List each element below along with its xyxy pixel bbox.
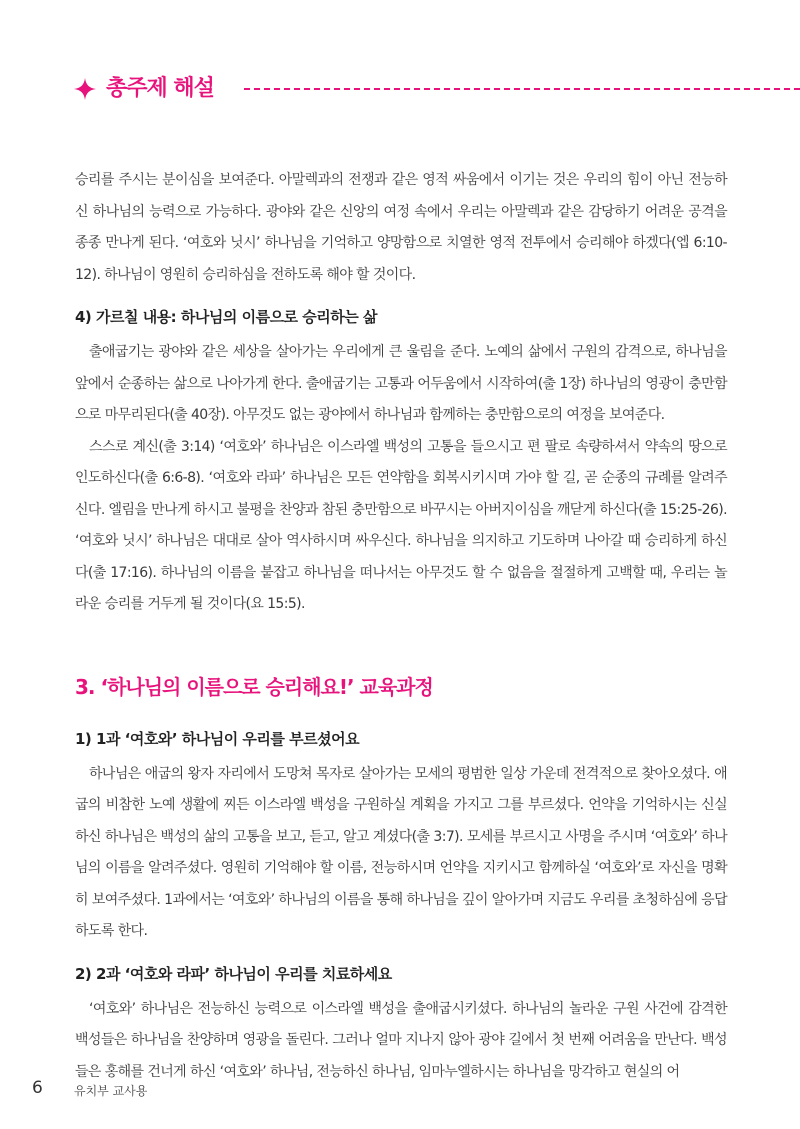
section4-paragraph-1: 출애굽기는 광야와 같은 세상을 살아가는 우리에게 큰 울림을 준다. 노예의 삶에서 구원의 감격으로, 하나님을 앞에서 순종하는 삶으로 나아가게 한다. 출애굽기는 고통과 어두움에서 시작하여(출 1장) 하나님의 영광이 충만함으로 마무리된다(출 40장). 아무것도 없는 광야에서 하나님과 함께하는 충만함으로의 여정을 보여준다. <box>75 344 727 423</box>
lesson2-paragraph: ‘여호와’ 하나님은 전능하신 능력으로 이스라엘 백성을 출애굽시키셨다. 하나님의 놀라운 구원 사건에 감격한 백성들은 하나님을 찬양하며 영광을 돌린다. 그러나 얼마 지나지 않아 광야 길에서 첫 번째 어려움을 만난다. 백성들은 홍해를 건너게 하신 ‘여호와’ 하나님, 전능하신 하나님, 임마누엘하시는 하나님을 망각하고 현실의 어 <box>75 1000 727 1080</box>
page-footer <box>32 1078 332 1108</box>
section4-paragraph-2: 스스로 계신(출 3:14) ‘여호와’ 하나님은 이스라엘 백성의 고통을 들으시고 편 팔로 속량하셔서 약속의 땅으로 인도하신다(출 6:6-8). ‘여호와 라파’ 하나님은 모든 연약함을 회복시키시며 가야 할 길, 곧 순종의 규례를 알려주신다. 엘림을 만나게 하시고 불평을 찬양과 참된 충만함으로 바꾸시는 아버지이심을 깨닫게 하신다(출 15:25-26). ‘여호와 닛시’ 하나님은 대대로 살아 역사하시며 싸우신다. 하나님을 의지하고 기도하며 나아갈 때 승리하게 하신다(출 17:16). 하나님의 이름을 붙잡고 하나님을 떠나서는 아무것도 할 수 없음을 절절하게 고백할 때, 우리는 놀라운 승리를 거두게 될 것이다(요 15:5). <box>75 438 727 612</box>
lesson2-heading: 2) 2과 ‘여호와 라파’ 하나님이 우리를 치료하세요 <box>75 964 392 983</box>
footer-label: 유치부 교사용 <box>74 1084 148 1098</box>
section4-heading: 4) 가르칠 내용: 하나님의 이름으로 승리하는 삶 <box>75 308 377 326</box>
main-content <box>75 165 727 1088</box>
page-number: 6 <box>32 1078 43 1098</box>
intro-paragraph: 승리를 주시는 분이심을 보여준다. 아말렉과의 전쟁과 같은 영적 싸움에서 이기는 것은 우리의 힘이 아닌 전능하신 하나님의 능력으로 가능하다. 광야와 같은 신앙의 여정 속에서 우리는 아말렉과 같은 감당하기 어려운 공격을 종종 만나게 된다. ‘여호와 닛시’ 하나님을 기억하고 양망함으로 치열한 영적 전투에서 승리해야 하겠다(엡 6:10-12). 하나님이 영원히 승리하심을 전하도록 해야 할 것이다. <box>75 172 727 283</box>
four-point-star-icon <box>74 78 96 100</box>
header-title: 총주제 해설 <box>106 76 214 101</box>
lesson1-heading: 1) 1과 ‘여호와’ 하나님이 우리를 부르셨어요 <box>75 729 360 748</box>
header-dashed-line <box>244 88 800 90</box>
section3-title: 3. ‘하나님의 이름으로 승리해요!’ 교육과정 <box>75 674 433 699</box>
lesson1-paragraph: 하나님은 애굽의 왕자 자리에서 도망쳐 목자로 살아가는 모세의 평범한 일상 가운데 전격적으로 찾아오셨다. 애굽의 비참한 노예 생활에 찌든 이스라엘 백성을 구원하실 계획을 가지고 그를 부르셨다. 언약을 기억하시는 신실하신 하나님은 백성의 삶의 고통을 보고, 듣고, 알고 계셨다(출 3:7). 모세를 부르시고 사명을 주시며 ‘여호와’ 하나님의 이름을 알려주셨다. 영원히 기억해야 할 이름, 전능하시며 언약을 지키시고 함께하실 ‘여호와’로 자신을 명확히 보여주셨다. 1과에서는 ‘여호와’ 하나님의 이름을 통해 하나님을 깊이 알아가며 지금도 우리를 초청하심에 응답하도록 한다. <box>75 765 727 939</box>
section-header <box>74 74 800 110</box>
